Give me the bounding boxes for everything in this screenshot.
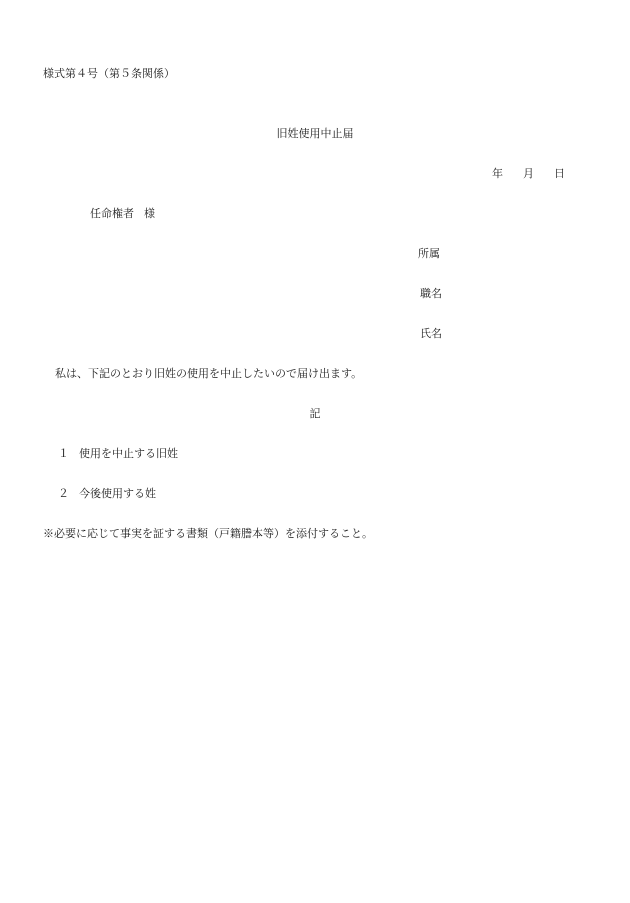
- attachment-note: ※必要に応じて事実を証する書類（戸籍謄本等）を添付すること。: [43, 527, 373, 540]
- list-item: [58, 487, 156, 501]
- addressee-honorific: 様: [144, 207, 155, 220]
- date-year-label: 年: [492, 167, 503, 180]
- addressee: [90, 207, 155, 221]
- job-title-label: 職名: [420, 287, 442, 300]
- document-title: 旧姓使用中止届: [276, 127, 354, 140]
- affiliation-label: 所属: [418, 247, 440, 260]
- date-line: [492, 167, 565, 181]
- list-item: [58, 447, 178, 461]
- item-number: １: [58, 447, 69, 460]
- item-label: 今後使用する姓: [79, 487, 156, 500]
- date-month-label: 月: [523, 167, 534, 180]
- statement-text: 私は、下記のとおり旧姓の使用を中止したいので届け出ます。: [55, 367, 363, 380]
- item-label: 使用を中止する旧姓: [79, 447, 178, 460]
- record-heading: 記: [309, 407, 321, 420]
- addressee-label: 任命権者: [90, 207, 134, 220]
- date-day-label: 日: [554, 167, 565, 180]
- item-number: ２: [58, 487, 69, 500]
- form-number: 様式第４号（第５条関係）: [43, 67, 175, 80]
- name-label: 氏名: [420, 327, 442, 340]
